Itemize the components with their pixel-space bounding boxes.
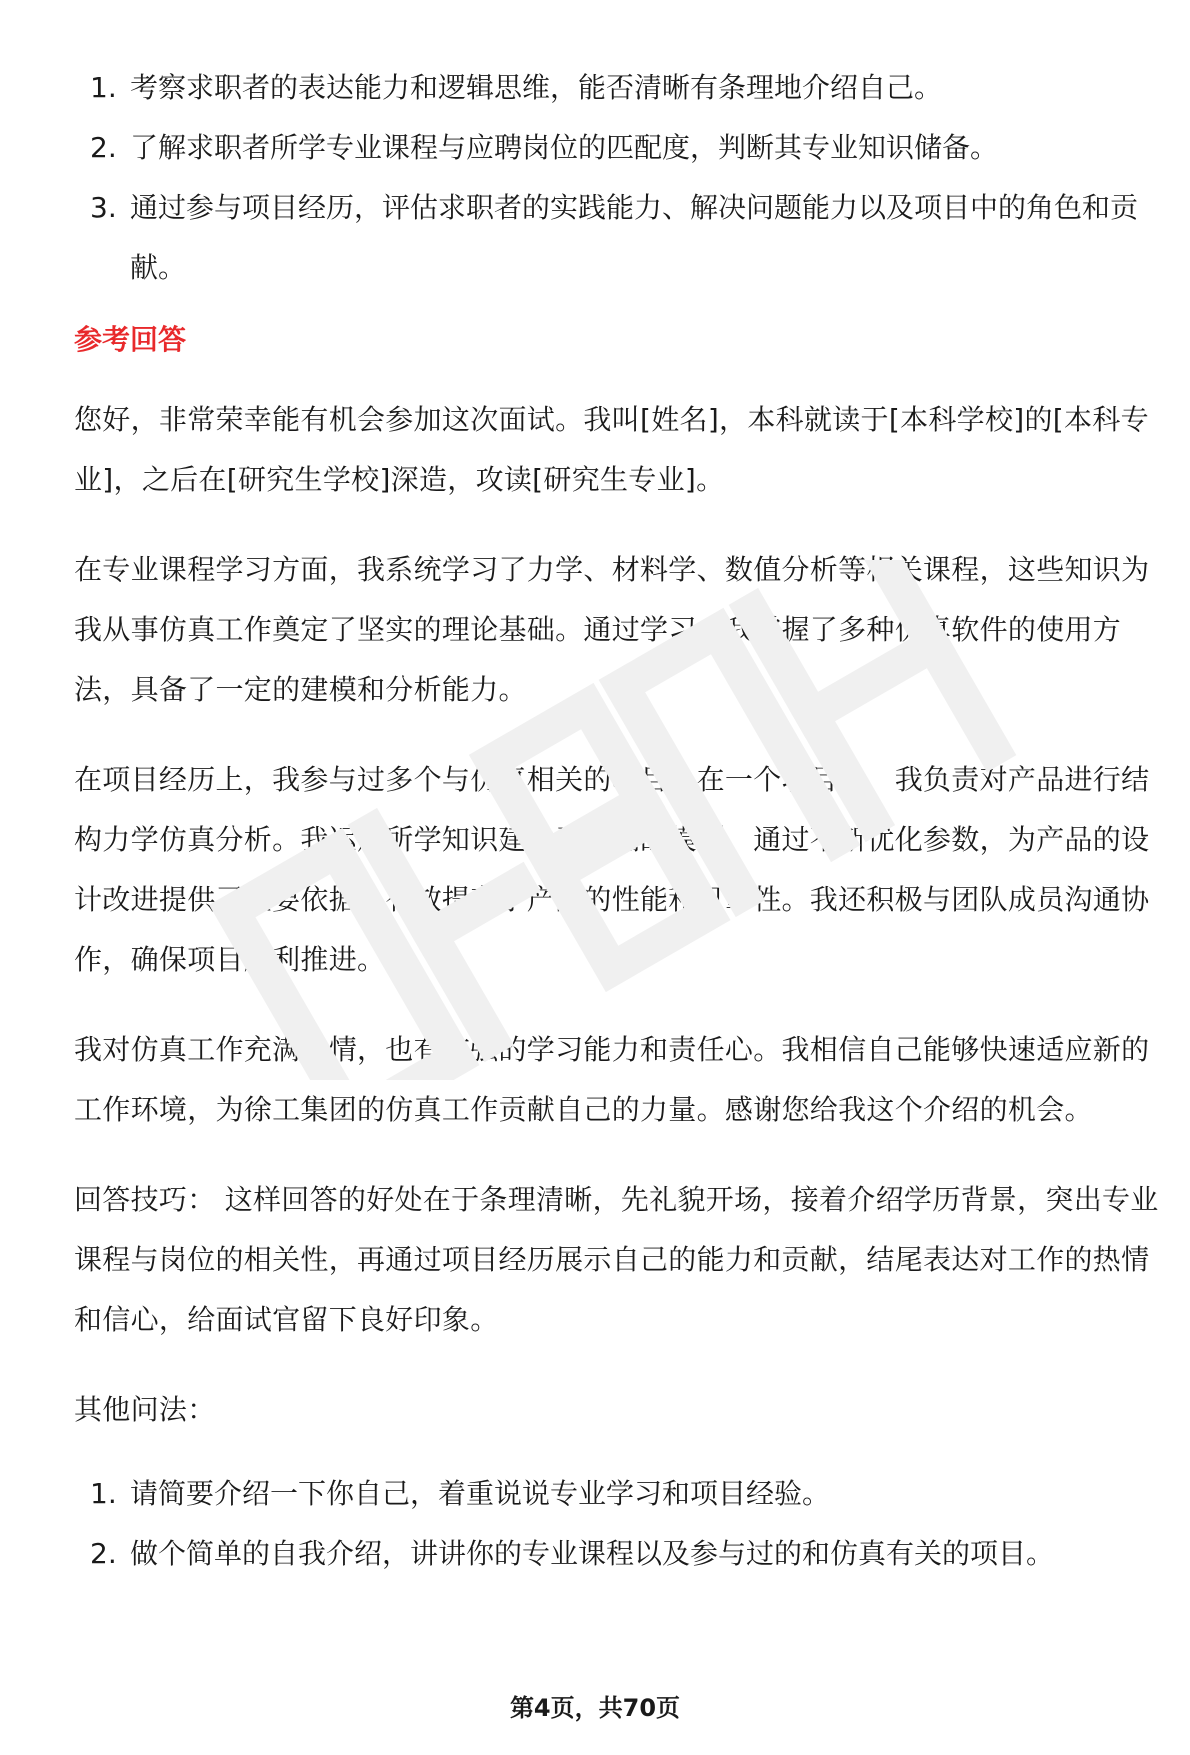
paragraph-courses: 在专业课程学习方面，我系统学习了力学、材料学、数值分析等相关课程，这些知识为我从事仿真工作奠定了坚实的理论基础。通过学习，我掌握了多种仿真软件的使用方法，具备了一定的建模和分析能力。 [74,553,1150,706]
list-number: 3. [90,191,117,224]
intro-list [74,58,1164,298]
list-text: 了解求职者所学专业课程与应聘岗位的匹配度，判断其专业知识储备。 [130,131,999,164]
other-heading: 其他问法： [74,1393,216,1426]
document-body [74,58,1164,1584]
list-item [74,58,1164,118]
list-text: 通过参与项目经历，评估求职者的实践能力、解决问题能力以及项目中的角色和贡献。 [130,191,1139,284]
list-text: 考察求职者的表达能力和逻辑思维，能否清晰有条理地介绍自己。 [130,71,943,104]
list-number: 2. [90,131,117,164]
list-item [74,1464,1164,1524]
list-number: 1. [90,1477,117,1510]
paragraph-closing: 我对仿真工作充满热情，也有较强的学习能力和责任心。我相信自己能够快速适应新的工作环境，为徐工集团的仿真工作贡献自己的力量。感谢您给我这个介绍的机会。 [74,1033,1150,1126]
list-item [74,1524,1164,1584]
list-item [74,178,1164,298]
reference-heading: 参考回答 [74,323,187,356]
page-footer: 第4页，共70页 [509,1694,681,1722]
paragraph-projects: 在项目经历上，我参与过多个与仿真相关的项目。在一个项目中，我负责对产品进行结构力学仿真分析。我运用所学知识建立了精确的模型，通过不断优化参数，为产品的设计改进提供了重要依据，有效提高了产品的性能和可靠性。我还积极与团队成员沟通协作，确保项目顺利推进。 [74,763,1150,976]
other-list [74,1464,1164,1584]
list-text: 请简要介绍一下你自己，着重说说专业学习和项目经验。 [130,1477,831,1510]
paragraph-greeting: 您好，非常荣幸能有机会参加这次面试。我叫[姓名]，本科就读于[本科学校]的[本科专业]，之后在[研究生学校]深造，攻读[研究生专业]。 [74,403,1149,496]
list-item [74,118,1164,178]
paragraph-tips: 回答技巧： 这样回答的好处在于条理清晰，先礼貌开场，接着介绍学历背景，突出专业课程与岗位的相关性，再通过项目经历展示自己的能力和贡献，结尾表达对工作的热情和信心，给面试官留下良好印象。 [74,1183,1159,1336]
list-number: 1. [90,71,117,104]
list-text: 做个简单的自我介绍，讲讲你的专业课程以及参与过的和仿真有关的项目。 [130,1537,1055,1570]
list-number: 2. [90,1537,117,1570]
